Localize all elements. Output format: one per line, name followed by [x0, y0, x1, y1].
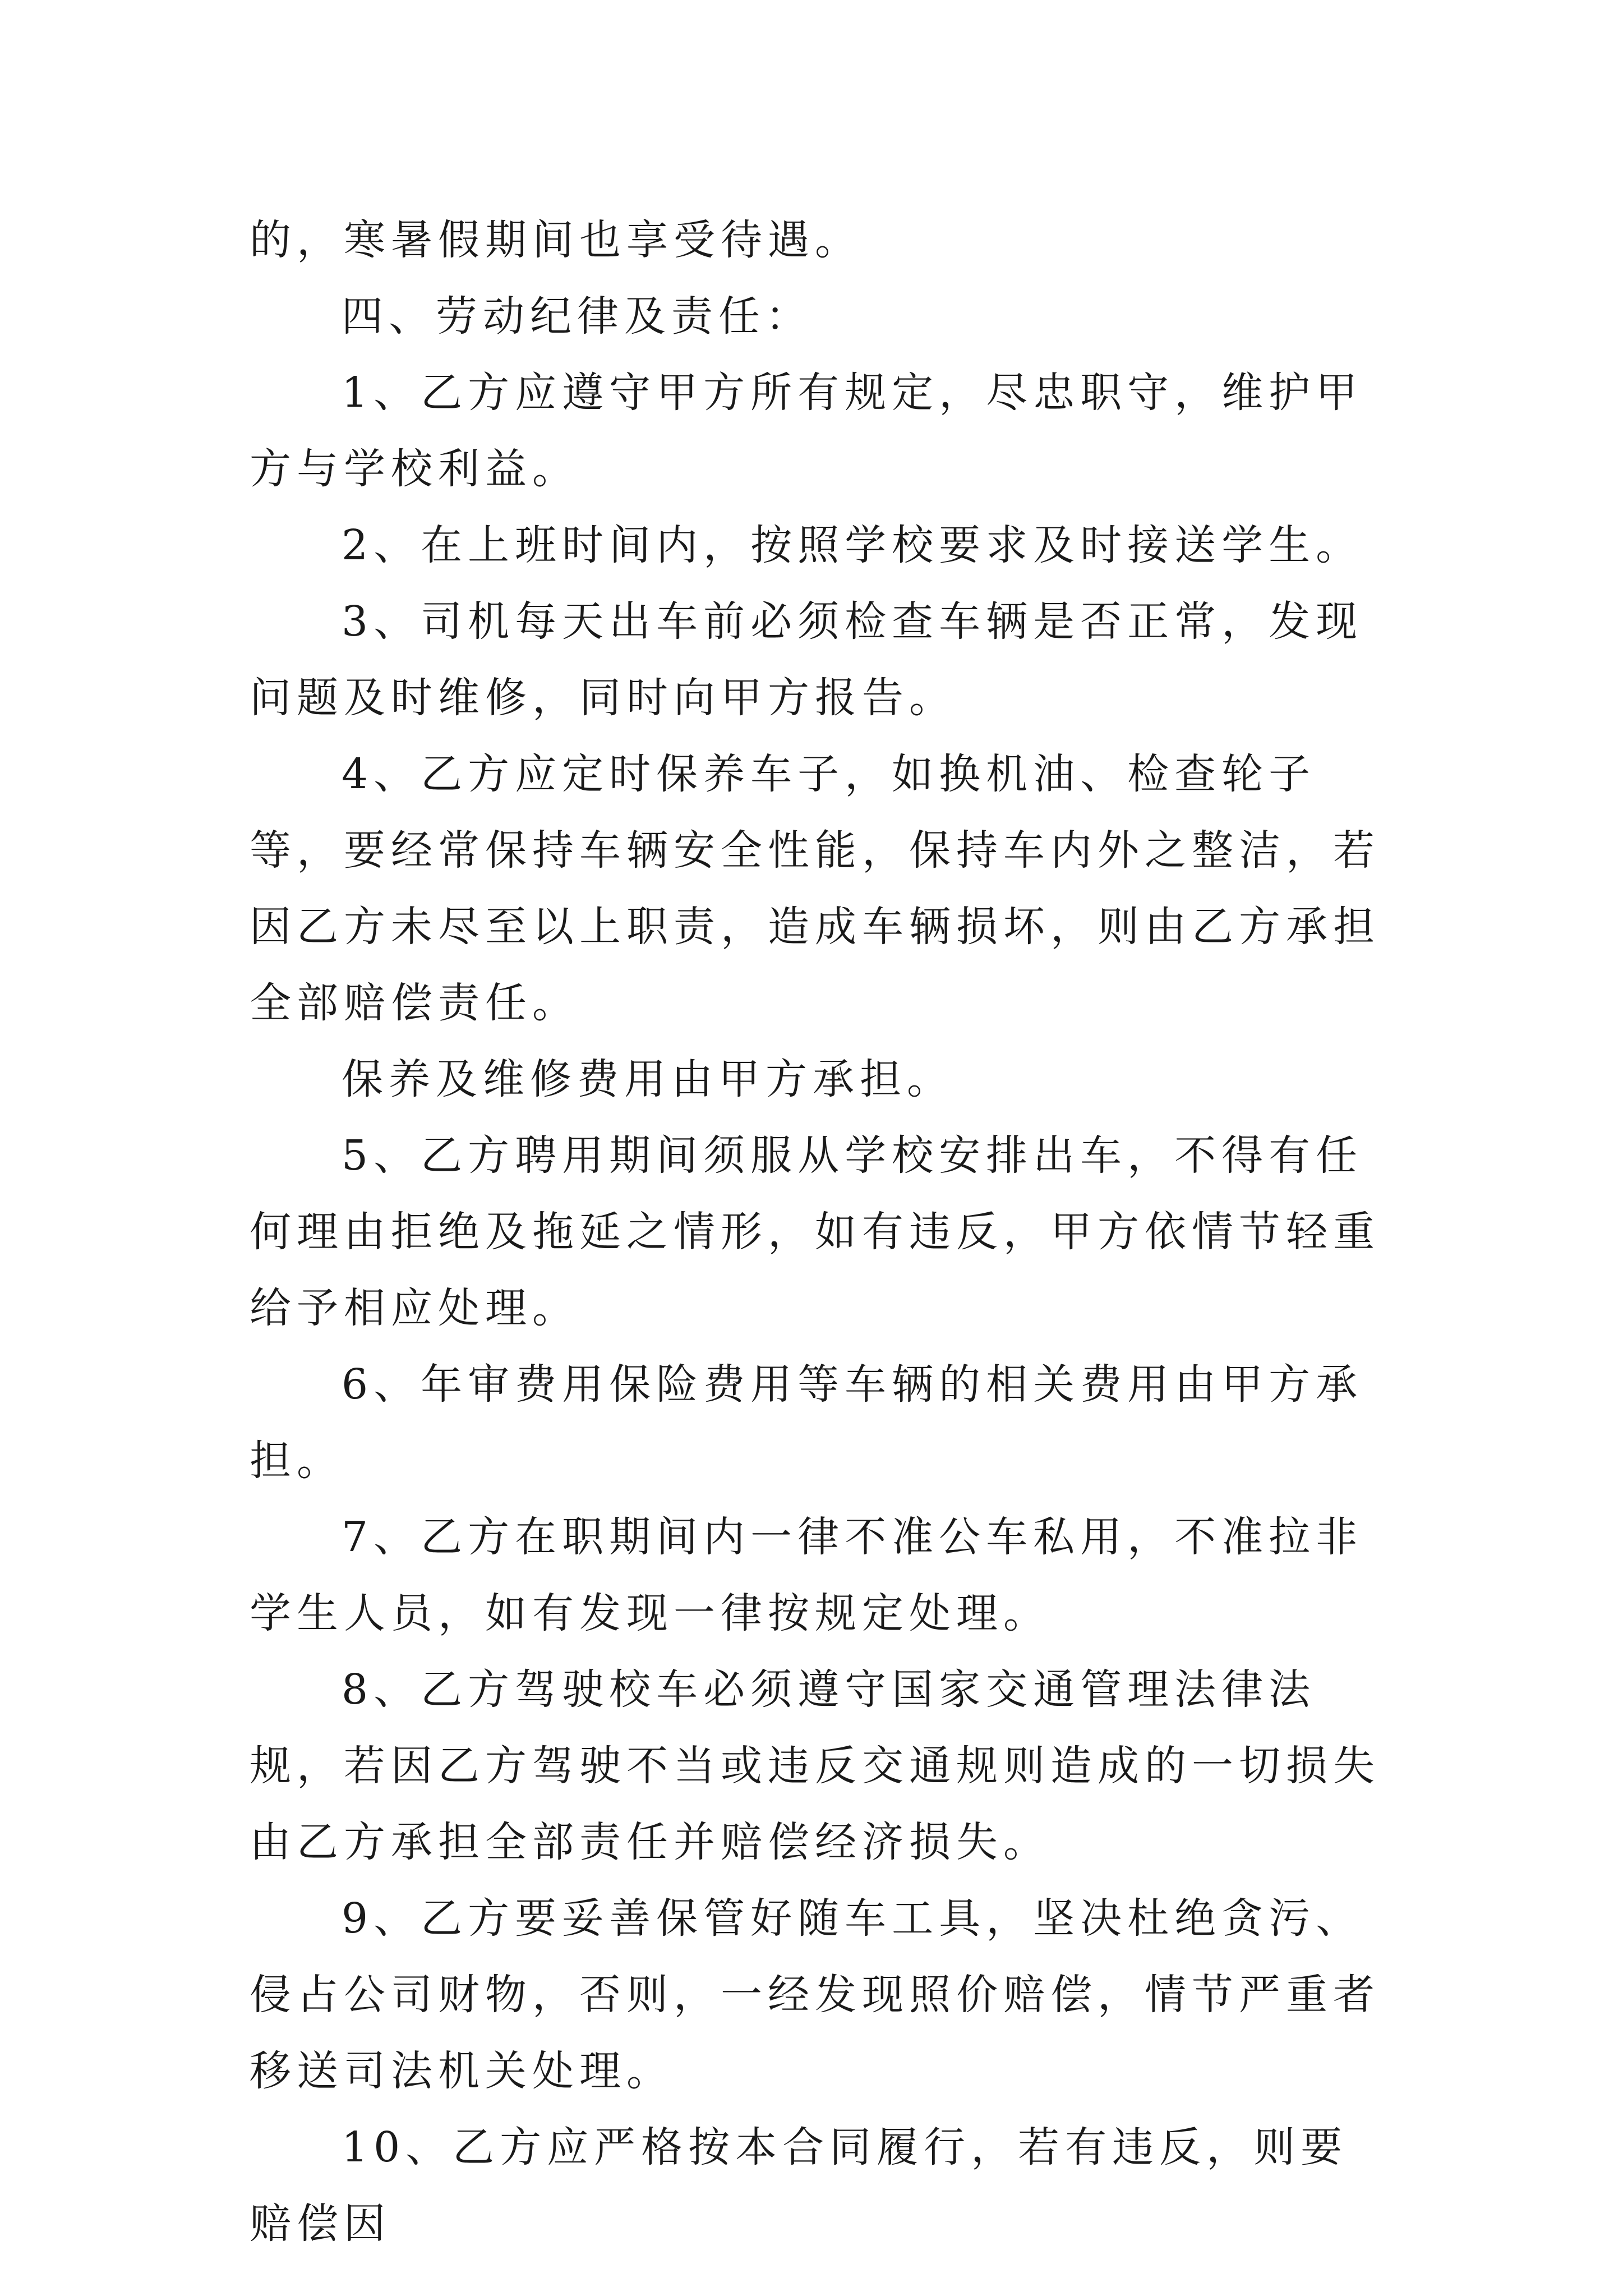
section-heading-labor-discipline: 四、劳动纪律及责任：	[342, 292, 813, 341]
clause-8: 8、乙方驾驶校车必须遵守国家交通管理法律法规，若因乙方驾驶不当或违反交通规则造成的一切损失由乙方承担全部责任并赔偿经济损失。	[250, 1665, 1380, 1866]
clause-10: 10、乙方应严格按本合同履行，若有违反，则要赔偿因	[250, 2123, 1348, 2248]
clause-3: 3、司机每天出车前必须检查车辆是否正常，发现问题及时维修，同时向甲方报告。	[250, 597, 1363, 722]
clause-6: 6、年审费用保险费用等车辆的相关费用由甲方承担。	[250, 1360, 1363, 1485]
clause-2: 2、在上班时间内，按照学校要求及时接送学生。	[342, 521, 1363, 569]
clause-1: 1、乙方应遵守甲方所有规定，尽忠职守，维护甲方与学校利益。	[250, 369, 1363, 493]
clause-9: 9、乙方要妥善保管好随车工具，坚决杜绝贪污、侵占公司财物，否则，一经发现照价赔偿，情节严重者移送司法机关处理。	[250, 1894, 1380, 2095]
clause-4: 4、乙方应定时保养车子，如换机油、检查轮子等，要经常保持车辆安全性能，保持车内外之整洁，若因乙方未尽至以上职责，造成车辆损坏，则由乙方承担全部赔偿责任。	[250, 750, 1380, 1027]
clause-5: 5、乙方聘用期间须服从学校安排出车，不得有任何理由拒绝及拖延之情形，如有违反，甲方依情节轻重给予相应处理。	[250, 1131, 1380, 1332]
paragraph-continuation: 的，寒暑假期间也享受待遇。	[250, 216, 862, 264]
clause-7: 7、乙方在职期间内一律不准公车私用，不准拉非学生人员，如有发现一律按规定处理。	[250, 1513, 1363, 1637]
clause-4-note: 保养及维修费用由甲方承担。	[342, 1055, 954, 1103]
document-body	[250, 202, 1382, 2262]
